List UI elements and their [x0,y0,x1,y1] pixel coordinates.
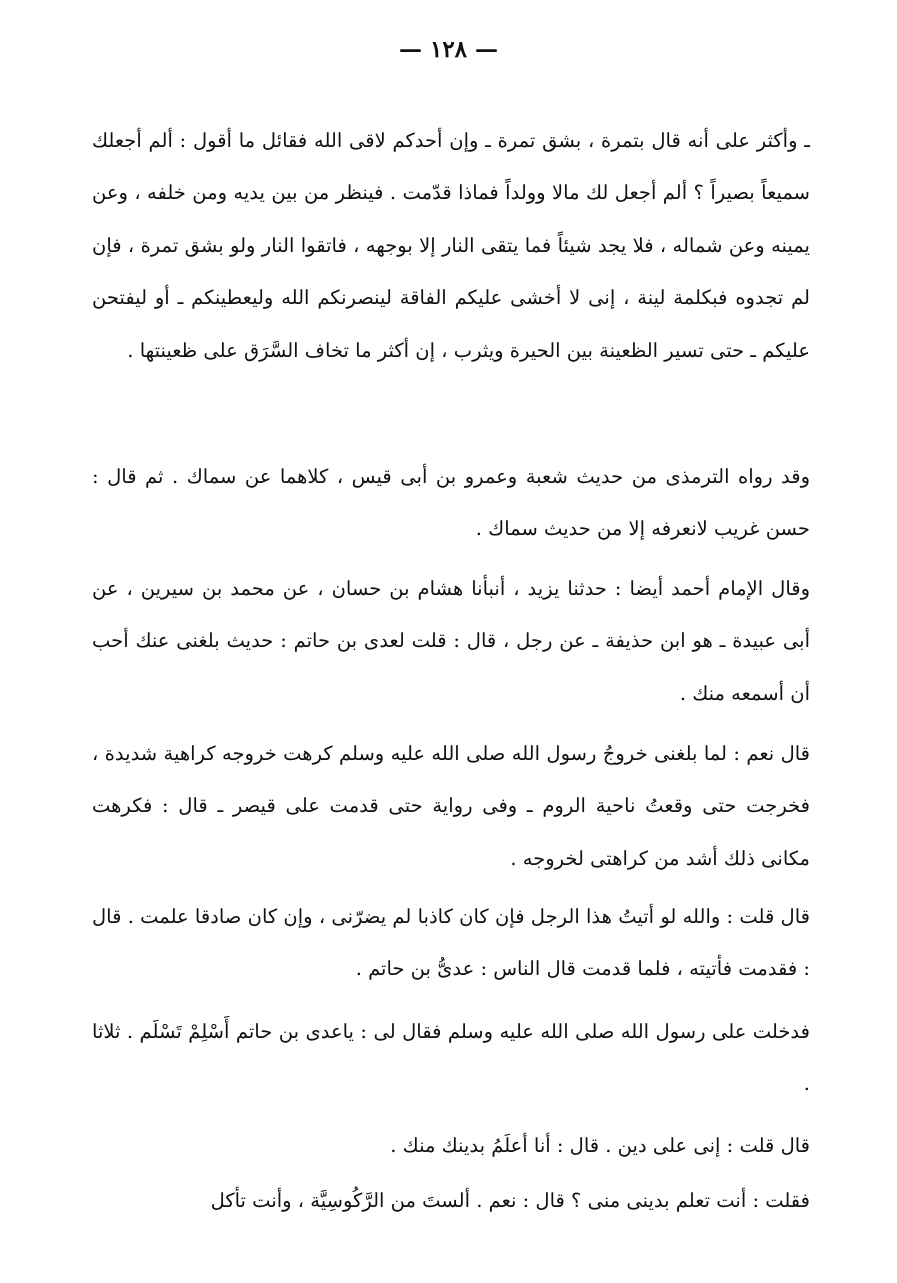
paragraph-adi-religion: قال قلت : إنى على دين . قال : أنا أعلَمُ بدينك منك . [390,1133,810,1157]
page-number: — ١٢٨ — [398,36,499,63]
paragraph-adi-departure: قال نعم : لما بلغنى خروجُ رسول الله صلى الله عليه وسلم كرهت خروجه كراهية شديدة ، فخرجت حتى وقعتُ ناحية الروم ـ وفى رواية حتى قدمت على قيصر ـ قال : فكرهت مكانى ذلك أشد من كراهتى لخروجه . [92,741,810,870]
paragraph-rakusiyya: فقلت : أنت تعلم بدينى منى ؟ قال : نعم . ألستَ من الرَّكُوسِيَّة ، وأنت تأكل [210,1188,810,1212]
paragraph-ahmad-isnad: وقال الإمام أحمد أيضا : حدثنا يزيد ، أنبأنا هشام بن حسان ، عن محمد بن سيرين ، عن أبى عبيدة ـ هو ابن حذيفة ـ عن رجل ، قال : قلت لعدى بن حاتم : حديث بلغنى عنك أحب أن أسمعه منك . [92,576,810,705]
paragraph-adi-arrival: قال قلت : والله لو أتيتُ هذا الرجل فإن كان كاذبا لم يضرّنى ، وإن كان صادقا علمت . قال : فقدمت فأتيته ، فلما قدمت قال الناس : عدىُّ بن حاتم . [92,904,810,980]
paragraph-meeting-prophet: فدخلت على رسول الله صلى الله عليه وسلم فقال لى : ياعدى بن حاتم أَسْلِمْ تَسْلَم . ثلاثا . [92,1019,810,1095]
paragraph-hadith-conclusion: ـ وأكثر على أنه قال بتمرة ، بشق تمرة ـ وإن أحدكم لاقى الله فقائل ما أقول : ألم أجعلك سميعاً بصيراً ؟ ألم أجعل لك مالا وولداً فماذا قدّمت . فينظر من بين يديه ومن خلفه ، وعن يمينه وعن شماله ، فلا يجد شيئاً فما يتقى النار إلا بوجهه ، فاتقوا النار ولو بشق تمرة ، فإن لم تجدوه فبكلمة لينة ، إنى لا أخشى عليكم الفاقة لينصرنكم الله وليعطينكم ـ أو ليفتحن عليكم ـ حتى تسير الظعينة بين الحيرة ويثرب ، إن أكثر ما تخاف السَّرَق على ظعينتها . [92,128,810,362]
paragraph-tirmidhi-narration: وقد رواه الترمذى من حديث شعبة وعمرو بن أبى قيس ، كلاهما عن سماك . ثم قال : حسن غريب لانعرفه إلا من حديث سماك . [92,464,810,540]
